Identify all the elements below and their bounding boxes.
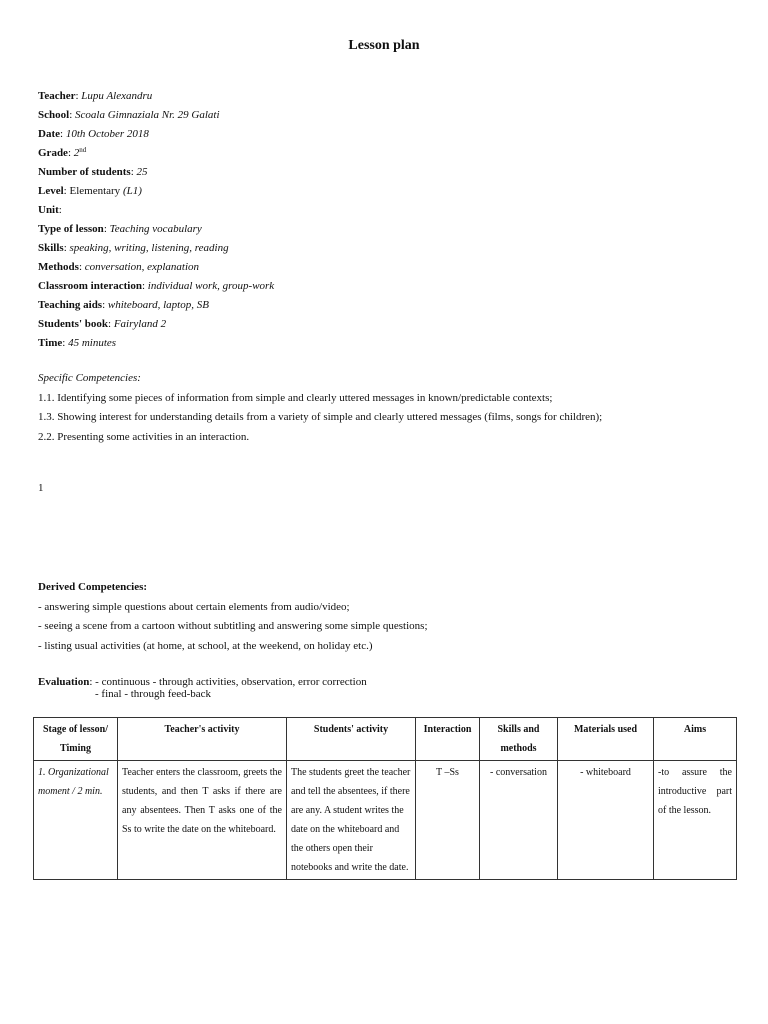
header-students-activity: Students' activity [287,718,416,761]
meta-type-of-lesson: Type of lesson: Teaching vocabulary [38,223,202,235]
cell-stage: 1. Organizational moment / 2 min. [34,761,118,880]
competency-item: 2.2. Presenting some activities in an interaction. [38,430,250,443]
meta-teacher: Teacher: Lupu Alexandru [38,90,153,102]
header-materials: Materials used [558,718,654,761]
meta-methods: Methods: conversation, explanation [38,261,200,273]
evaluation-line-1: Evaluation: - continuous - through activities, observation, error correction [38,676,367,688]
cell-aims: -to assure the introductive part of the lesson. [654,761,737,880]
meta-school: School: Scoala Gimnaziala Nr. 29 Galati [38,109,220,121]
meta-skills: Skills: speaking, writing, listening, reading [38,242,229,254]
specific-competencies [38,369,602,447]
page-title: Lesson plan [348,38,420,53]
cell-skills-methods: - conversation [480,761,558,880]
derived-competencies-heading: Derived Competencies: [38,581,148,593]
meta-level: Level: Elementary (L1) [38,185,142,197]
meta-teaching-aids: Teaching aids: whiteboard, laptop, SB [38,299,209,311]
header-stage: Stage of lesson/ Timing [34,718,118,761]
table-row [34,761,737,880]
header-interaction: Interaction [416,718,480,761]
meta-classroom-interaction: Classroom interaction: individual work, group-work [38,280,275,292]
cell-students-activity: The students greet the teacher and tell the absentees, if there are any. A student writes the date on the whiteboard and the others open their notebooks and write the date. [287,761,416,880]
derived-item: - answering simple questions about certain elements from audio/video; [38,600,350,613]
derived-competencies [38,578,428,656]
meta-time: Time: 45 minutes [38,337,117,349]
derived-item: - seeing a scene from a cartoon without subtitling and answering some simple questions; [38,620,428,632]
header-aims: Aims [654,718,737,761]
table-header-row [34,718,737,761]
competency-item: 1.1. Identifying some pieces of information from simple and clearly uttered messages in known/predictable contexts; [38,391,553,404]
header-teacher-activity: Teacher's activity [118,718,287,761]
derived-item: - listing usual activities (at home, at school, at the weekend, on holiday etc.) [38,639,373,652]
lesson-plan-table [33,717,737,880]
cell-interaction: T –Ss [416,761,480,880]
header-skills-methods: Skills and methods [480,718,558,761]
cell-teacher-activity: Teacher enters the classroom, greets the students, and then T asks if there are any absentees. Then T asks one of the Ss to write the date on the whiteboard. [118,761,287,880]
evaluation-line-2: - final - through feed-back [95,688,212,700]
competency-item: 1.3. Showing interest for understanding details from a variety of simple and clearly uttered messages (films, songs for children); [38,411,603,423]
cell-materials: - whiteboard [558,761,654,880]
specific-competencies-heading: Specific Competencies: [38,372,141,384]
meta-grade: Grade: 2nd [38,146,87,159]
evaluation [38,676,367,700]
meta-date: Date: 10th October 2018 [38,128,149,140]
meta-unit: Unit: [38,204,62,216]
page-number: 1 [38,482,44,494]
lesson-metadata [38,87,274,353]
meta-number-of-students: Number of students: 25 [38,166,148,178]
meta-students-book: Students' book: Fairyland 2 [38,318,167,330]
